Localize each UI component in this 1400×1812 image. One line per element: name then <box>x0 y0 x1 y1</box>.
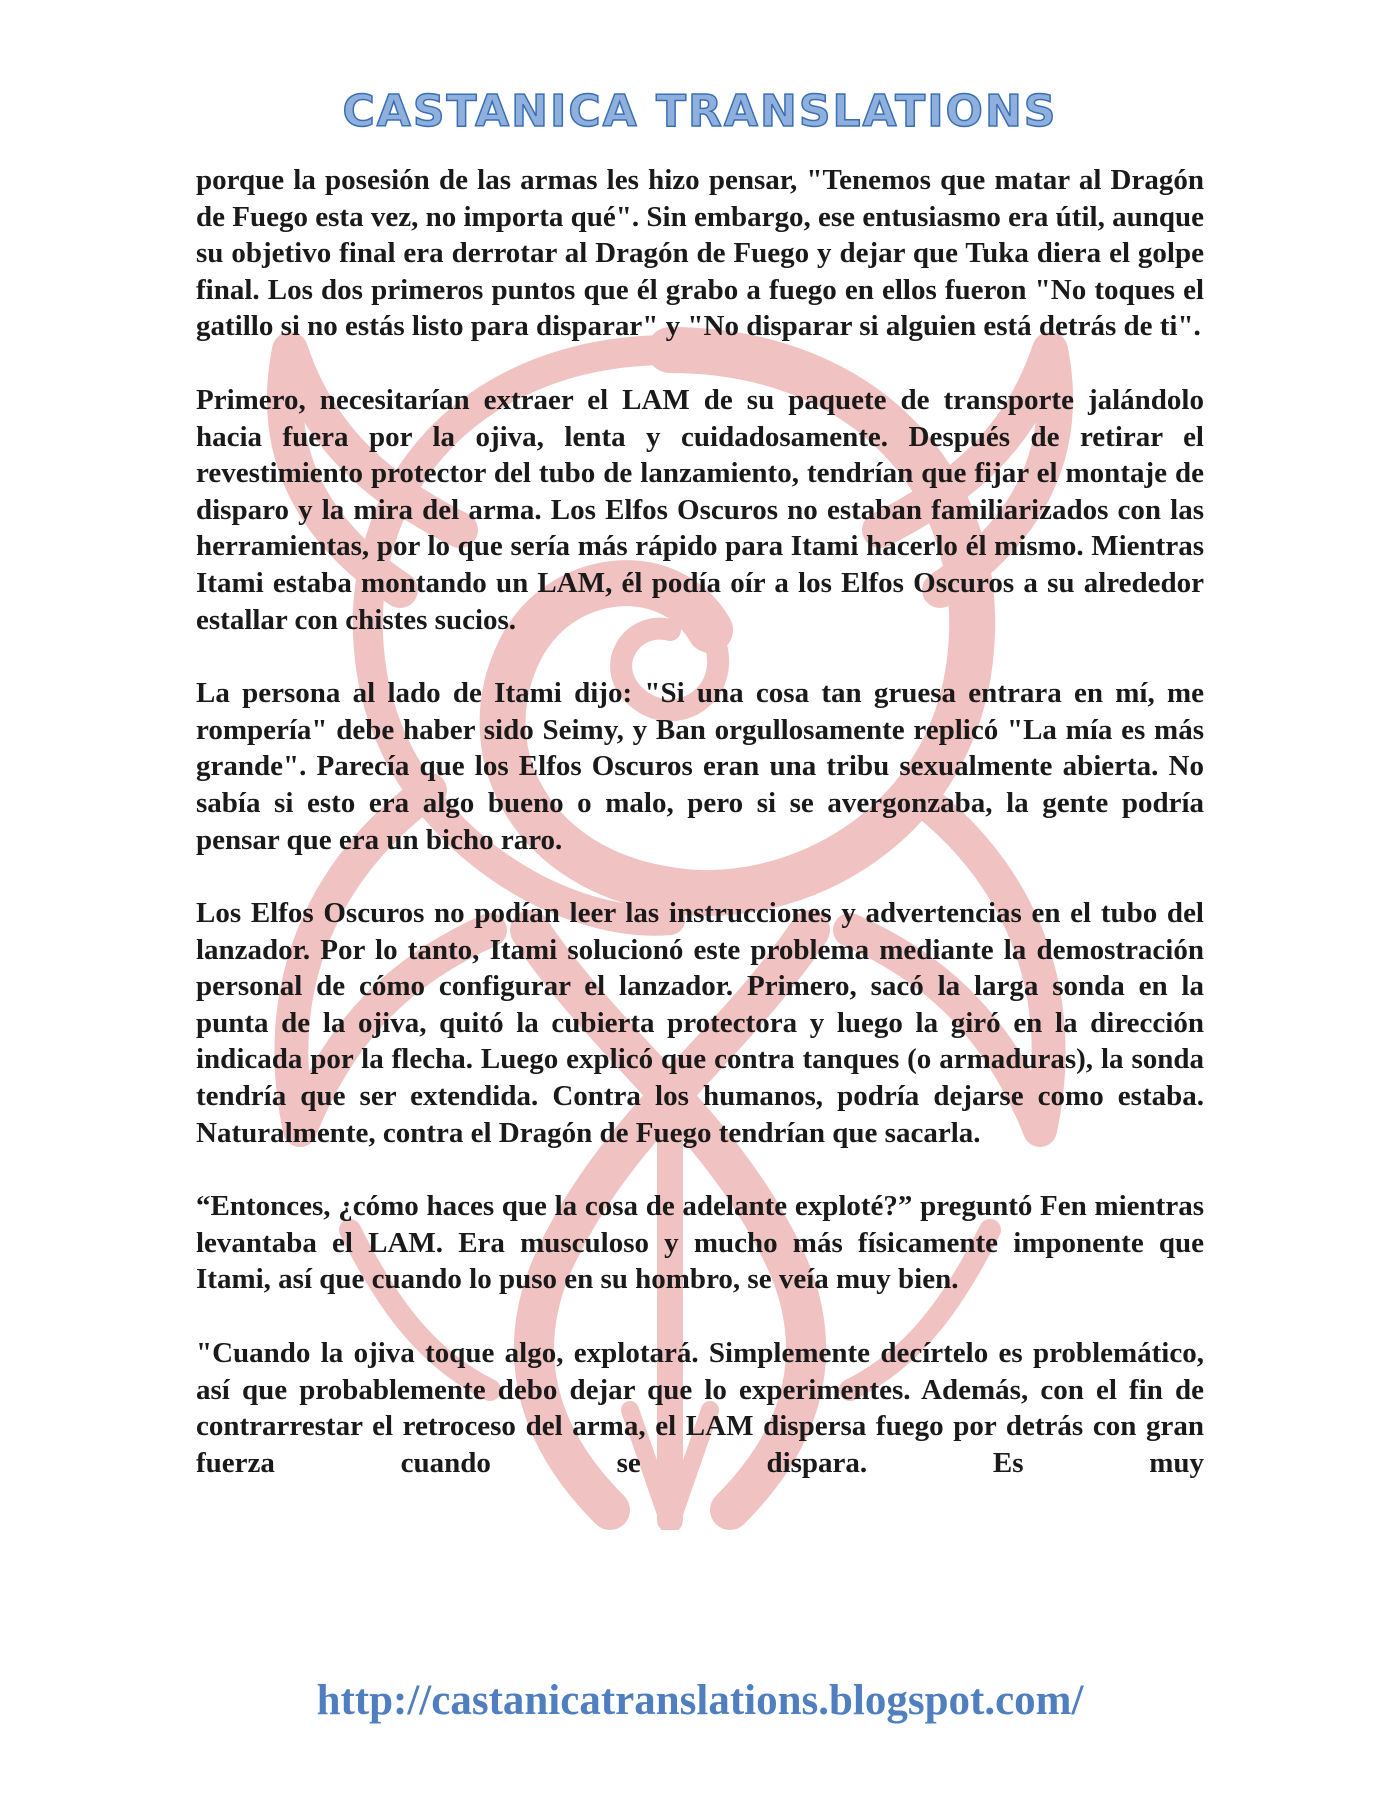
paragraph-4: Los Elfos Oscuros no podían leer las instrucciones y advertencias en el tubo del lanzador. Por lo tanto, Itami solucionó este problema mediante la demostración personal de cómo configurar el lanzador. Primero, sacó la larga sonda en la punta de la ojiva, quitó la cubierta protectora y luego la giró en la dirección indicada por la flecha. Luego explicó que contra tanques (o armaduras), la sonda tendría que ser extendida. Contra los humanos, podría dejarse como estaba. Naturalmente, contra el Dragón de Fuego tendrían que sacarla. <box>196 897 1204 1149</box>
body-text <box>196 162 1204 1481</box>
site-url-link[interactable]: http://castanicatranslations.blogspot.com/ <box>316 1677 1084 1724</box>
paragraph-3: La persona al lado de Itami dijo: "Si una cosa tan gruesa entrara en mí, me rompería" debe haber sido Seimy, y Ban orgullosamente replicó "La mía es más grande". Parecía que los Elfos Oscuros eran una tribu sexualmente abierta. No sabía si esto era algo bueno o malo, pero si se avergonzaba, la gente podría pensar que era un bicho raro. <box>196 677 1204 856</box>
paragraph-1: porque la posesión de las armas les hizo pensar, "Tenemos que matar al Dragón de Fuego esta vez, no importa qué". Sin embargo, ese entusiasmo era útil, aunque su objetivo final era derrotar al Dragón de Fuego y dejar que Tuka diera el golpe final. Los dos primeros puntos que él grabo a fuego en ellos fueron "No toques el gatillo si no estás listo para disparar" y "No disparar si alguien está detrás de ti". <box>196 164 1204 343</box>
paragraph-2: Primero, necesitarían extraer el LAM de su paquete de transporte jalándolo hacia fuera por la ojiva, lenta y cuidadosamente. Después de retirar el revestimiento protector del tubo de lanzamiento, tendrían que fijar el montaje de disparo y la mira del arma. Los Elfos Oscuros no estaban familiarizados con las herramientas, por lo que sería más rápido para Itami hacerlo él mismo. Mientras Itami estaba montando un LAM, él podía oír a los Elfos Oscuros a su alrededor estallar con chistes sucios. <box>196 383 1204 636</box>
paragraph-5: “Entonces, ¿cómo haces que la cosa de adelante exploté?” preguntó Fen mientras levantaba el LAM. Era musculoso y mucho más físicamente imponente que Itami, así que cuando lo puso en su hombro, se veía muy bien. <box>196 1190 1204 1296</box>
site-header-title: CASTANICA TRANSLATIONS <box>342 86 1058 137</box>
paragraph-6: "Cuando la ojiva toque algo, explotará. Simplemente decírtelo es problemático, así que probablemente debo dejar que lo experimentes. Además, con el fin de contrarrestar el retroceso del arma, el LAM dispersa fuego por detrás con gran fuerza cuando se dispara. Es muy <box>196 1337 1204 1479</box>
